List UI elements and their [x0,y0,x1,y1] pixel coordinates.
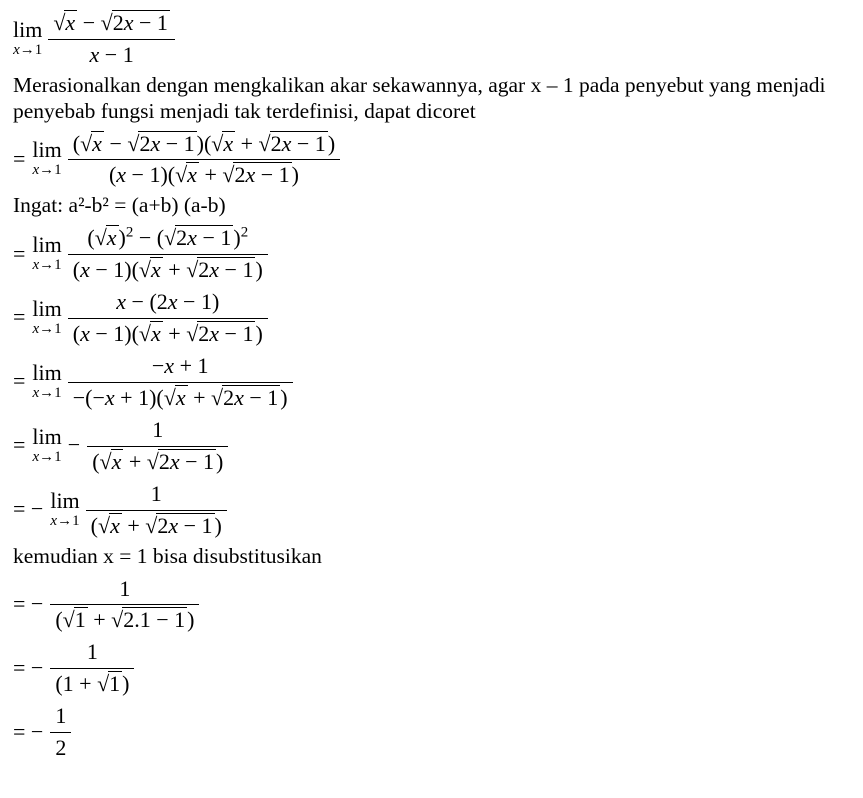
numerator: 1 [50,575,199,606]
denominator: (1 + √1) [55,671,130,697]
limit-operator [32,423,62,465]
limit-subscript: x→1 [32,162,62,179]
denominator: x − 1 [89,41,134,67]
fraction [68,288,268,347]
equals-sign: = [13,240,26,266]
numerator: 1 [50,702,71,733]
numerator: √x − √2x − 1 [48,9,175,40]
fraction [50,638,134,697]
limit-word: lim [32,137,62,163]
equals-sign: = [13,304,26,330]
denominator: (x − 1)(√x + √2x − 1) [72,321,263,347]
step-minus-outside [13,480,853,539]
fraction [68,352,293,411]
final-answer [13,702,853,761]
explanation-substitution: kemudian x = 1 bisa disubstitusikan [13,543,322,568]
limit-word: lim [32,423,62,449]
fraction [50,702,71,761]
numerator: 1 [50,638,134,669]
denominator: (x − 1)(√x + √2x − 1) [72,257,263,283]
limit-operator [32,139,61,178]
fraction [68,224,268,283]
limit-subscript: x→1 [13,41,43,58]
numerator: 1 [87,416,228,447]
equals-sign: = [13,145,26,171]
denominator: (√x + √2x − 1) [92,448,224,474]
equals-minus-sign: = − [13,718,44,744]
limit-word: lim [32,232,62,258]
limit-subscript: x→1 [32,257,62,274]
limit-word: lim [50,487,80,513]
identity-note: Ingat: a²-b² = (a+b) (a-b) [13,193,226,218]
limit-subscript: x→1 [32,448,62,465]
limit-word: lim [13,16,43,42]
fraction [68,130,340,189]
step-rationalized [13,130,853,189]
limit-operator [32,359,62,401]
step-simplified-numerator [13,352,853,411]
limit-subscript: x→1 [32,384,62,401]
equals-minus-sign: = − [13,590,44,616]
denominator: (x − 1)(√x + √2x − 1) [108,162,299,188]
step-substituted [13,575,853,634]
equals-minus-sign: = − [13,496,44,522]
fraction [48,9,175,68]
limit-operator [32,234,61,273]
limit-subscript: x→1 [50,512,80,529]
step-expanded [13,288,853,347]
explanation-rationalize: Merasionalkan dengan mengkalikan akar sekawannya, agar x – 1 pada penyebut yang menjadi penyebab fungsi menjadi tak terdefinisi, dapat dicoret [13,72,826,123]
numerator: 1 [86,480,227,511]
problem-limit-expression [13,9,853,68]
numerator: (√x − √2x − 1)(√x + √2x − 1) [68,130,340,161]
denominator: 2 [55,735,67,761]
limit-word: lim [32,359,62,385]
equals-minus-sign: = − [13,654,44,680]
limit-word: lim [32,296,62,322]
limit-operator [32,298,61,337]
denominator: −(−x + 1)(√x + √2x − 1) [72,384,288,410]
denominator: (√x + √2x − 1) [90,512,222,538]
limit-subscript: x→1 [32,321,62,338]
numerator: $(√x)^2 - (√2x - 1)^2$ [68,224,268,255]
step-simplified [13,638,853,697]
limit-operator [50,487,80,529]
equals-sign: = [13,432,26,458]
fraction [87,416,228,475]
fraction [50,575,199,634]
numerator: −x + 1 [68,352,293,383]
equals-sign: = [13,368,26,394]
fraction [86,480,227,539]
step-squares [13,224,853,283]
limit-operator [13,16,43,58]
denominator: (√1 + √2.1 − 1) [55,607,195,633]
minus-sign: − [67,432,81,458]
step-minus-extracted [13,416,853,475]
numerator: x − (2x − 1) [68,288,268,319]
